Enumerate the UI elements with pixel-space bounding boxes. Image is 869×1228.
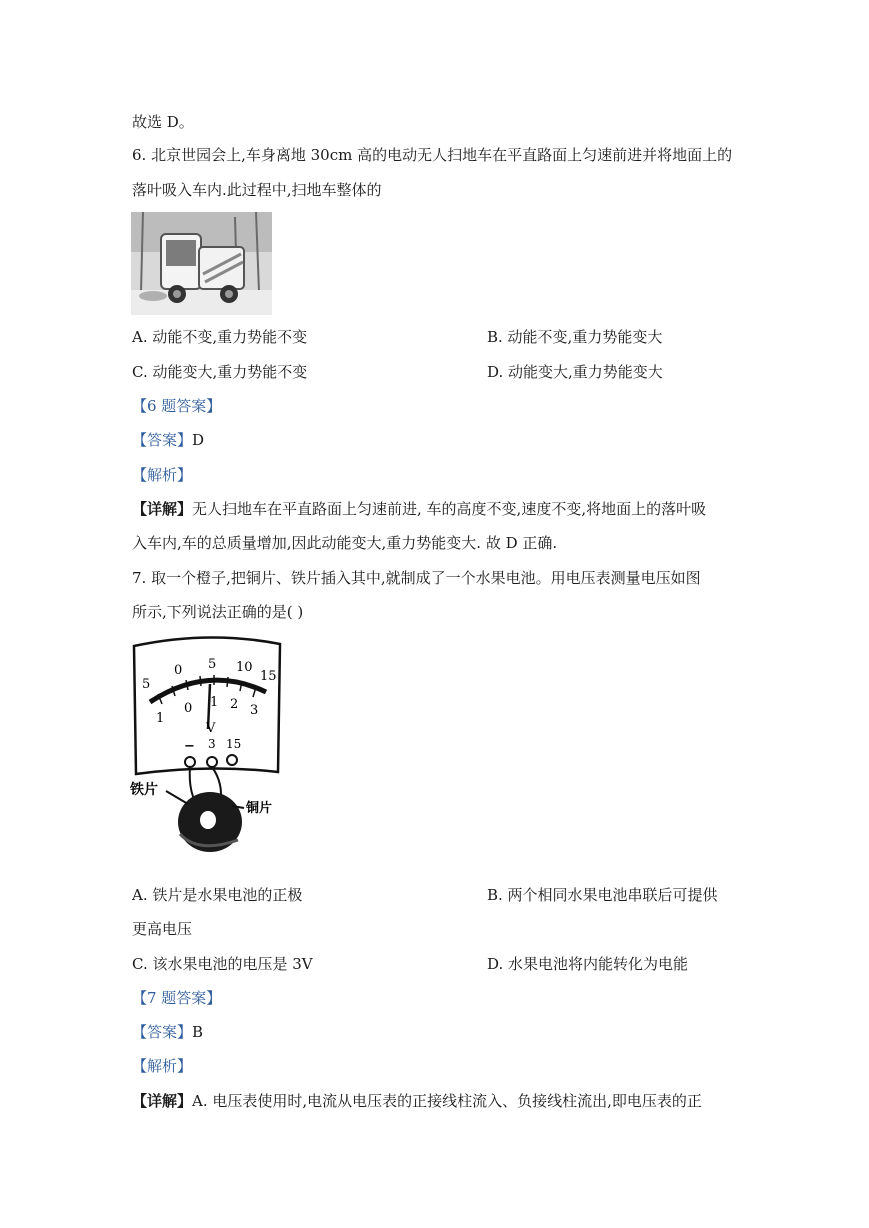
option-7-a: A. 铁片是水果电池的正极: [132, 886, 303, 904]
meter-top-tick-15: 15: [260, 669, 277, 684]
meter-bottom-tick-1: 1: [210, 695, 219, 710]
option-6-a: A. 动能不变,重力势能不变: [132, 328, 308, 346]
analysis-7-heading: 【解析】: [132, 1057, 193, 1075]
detail-text: 无人扫地车在平直路面上匀速前进, 车的高度不变,速度不变,将地面上的落叶吸: [192, 500, 707, 518]
meter-top-tick-5: 5: [208, 657, 217, 672]
answer-7: [132, 1022, 203, 1042]
answer-tag: 【答案】: [132, 1023, 193, 1041]
question-6-stem: 6. 北京世园会上,车身离地 30cm 高的电动无人扫地车在平直路面上匀速前进并将地面上的: [132, 146, 733, 164]
terminal-negative-label: −: [184, 739, 195, 754]
option-7-d: D. 水果电池将内能转化为电能: [487, 955, 689, 973]
answer-value: D: [192, 431, 205, 449]
option-7-c: C. 该水果电池的电压是 3V: [132, 955, 313, 973]
iron-plate-label: 铁片: [130, 782, 158, 798]
detail-7-line-1: [132, 1091, 702, 1111]
option-6-b: B. 动能不变,重力势能变大: [487, 328, 663, 346]
question-7-stem: 7. 取一个橙子,把铜片、铁片插入其中,就制成了一个水果电池。用电压表测量电压如图: [132, 569, 701, 587]
option-6-d: D. 动能变大,重力势能变大: [487, 363, 663, 381]
option-6-c: C. 动能变大,重力势能不变: [132, 363, 308, 381]
copper-plate-label: 铜片: [246, 801, 273, 816]
option-7-b: B. 两个相同水果电池串联后可提供: [487, 886, 718, 904]
detail-tag: 【详解】: [132, 1092, 193, 1110]
terminal-15-label: 15: [226, 737, 242, 751]
answer-value: B: [192, 1023, 204, 1041]
detail-text: A. 电压表使用时,电流从电压表的正接线柱流入、负接线柱流出,即电压表的正: [192, 1092, 702, 1110]
meter-bottom-tick-0: 0: [184, 701, 193, 716]
detail-6-line-2: 入车内,车的总质量增加,因此动能变大,重力势能变大. 故 D 正确.: [132, 534, 558, 552]
question-6-stem-cont: 落叶吸入车内.此过程中,扫地车整体的: [132, 181, 382, 199]
question-7-stem-cont: 所示,下列说法正确的是( ): [132, 603, 304, 621]
meter-bottom-tick-2: 2: [230, 697, 239, 712]
voltmeter-figure: [128, 634, 288, 862]
answer-6: [132, 430, 204, 450]
answer-tag: 【答案】: [132, 431, 193, 449]
text-line: 故选 D。: [132, 113, 194, 131]
sweeper-car-image: [131, 212, 272, 315]
meter-top-tick-10: 10: [236, 660, 253, 675]
detail-6-line-1: [132, 499, 706, 519]
terminal-3-label: 3: [208, 737, 216, 751]
meter-unit: V: [206, 721, 216, 736]
answer-7-heading: 【7 题答案】: [132, 989, 222, 1007]
meter-top-tick-0: 0: [174, 663, 183, 678]
meter-top-tick-minus5: 5: [142, 677, 151, 692]
meter-bottom-tick-minus1: 1: [156, 711, 165, 726]
meter-bottom-tick-3: 3: [250, 703, 259, 718]
detail-tag: 【详解】: [132, 500, 193, 518]
answer-6-heading: 【6 题答案】: [132, 397, 222, 415]
analysis-6-heading: 【解析】: [132, 466, 193, 484]
option-7-b-cont: 更高电压: [132, 920, 193, 938]
